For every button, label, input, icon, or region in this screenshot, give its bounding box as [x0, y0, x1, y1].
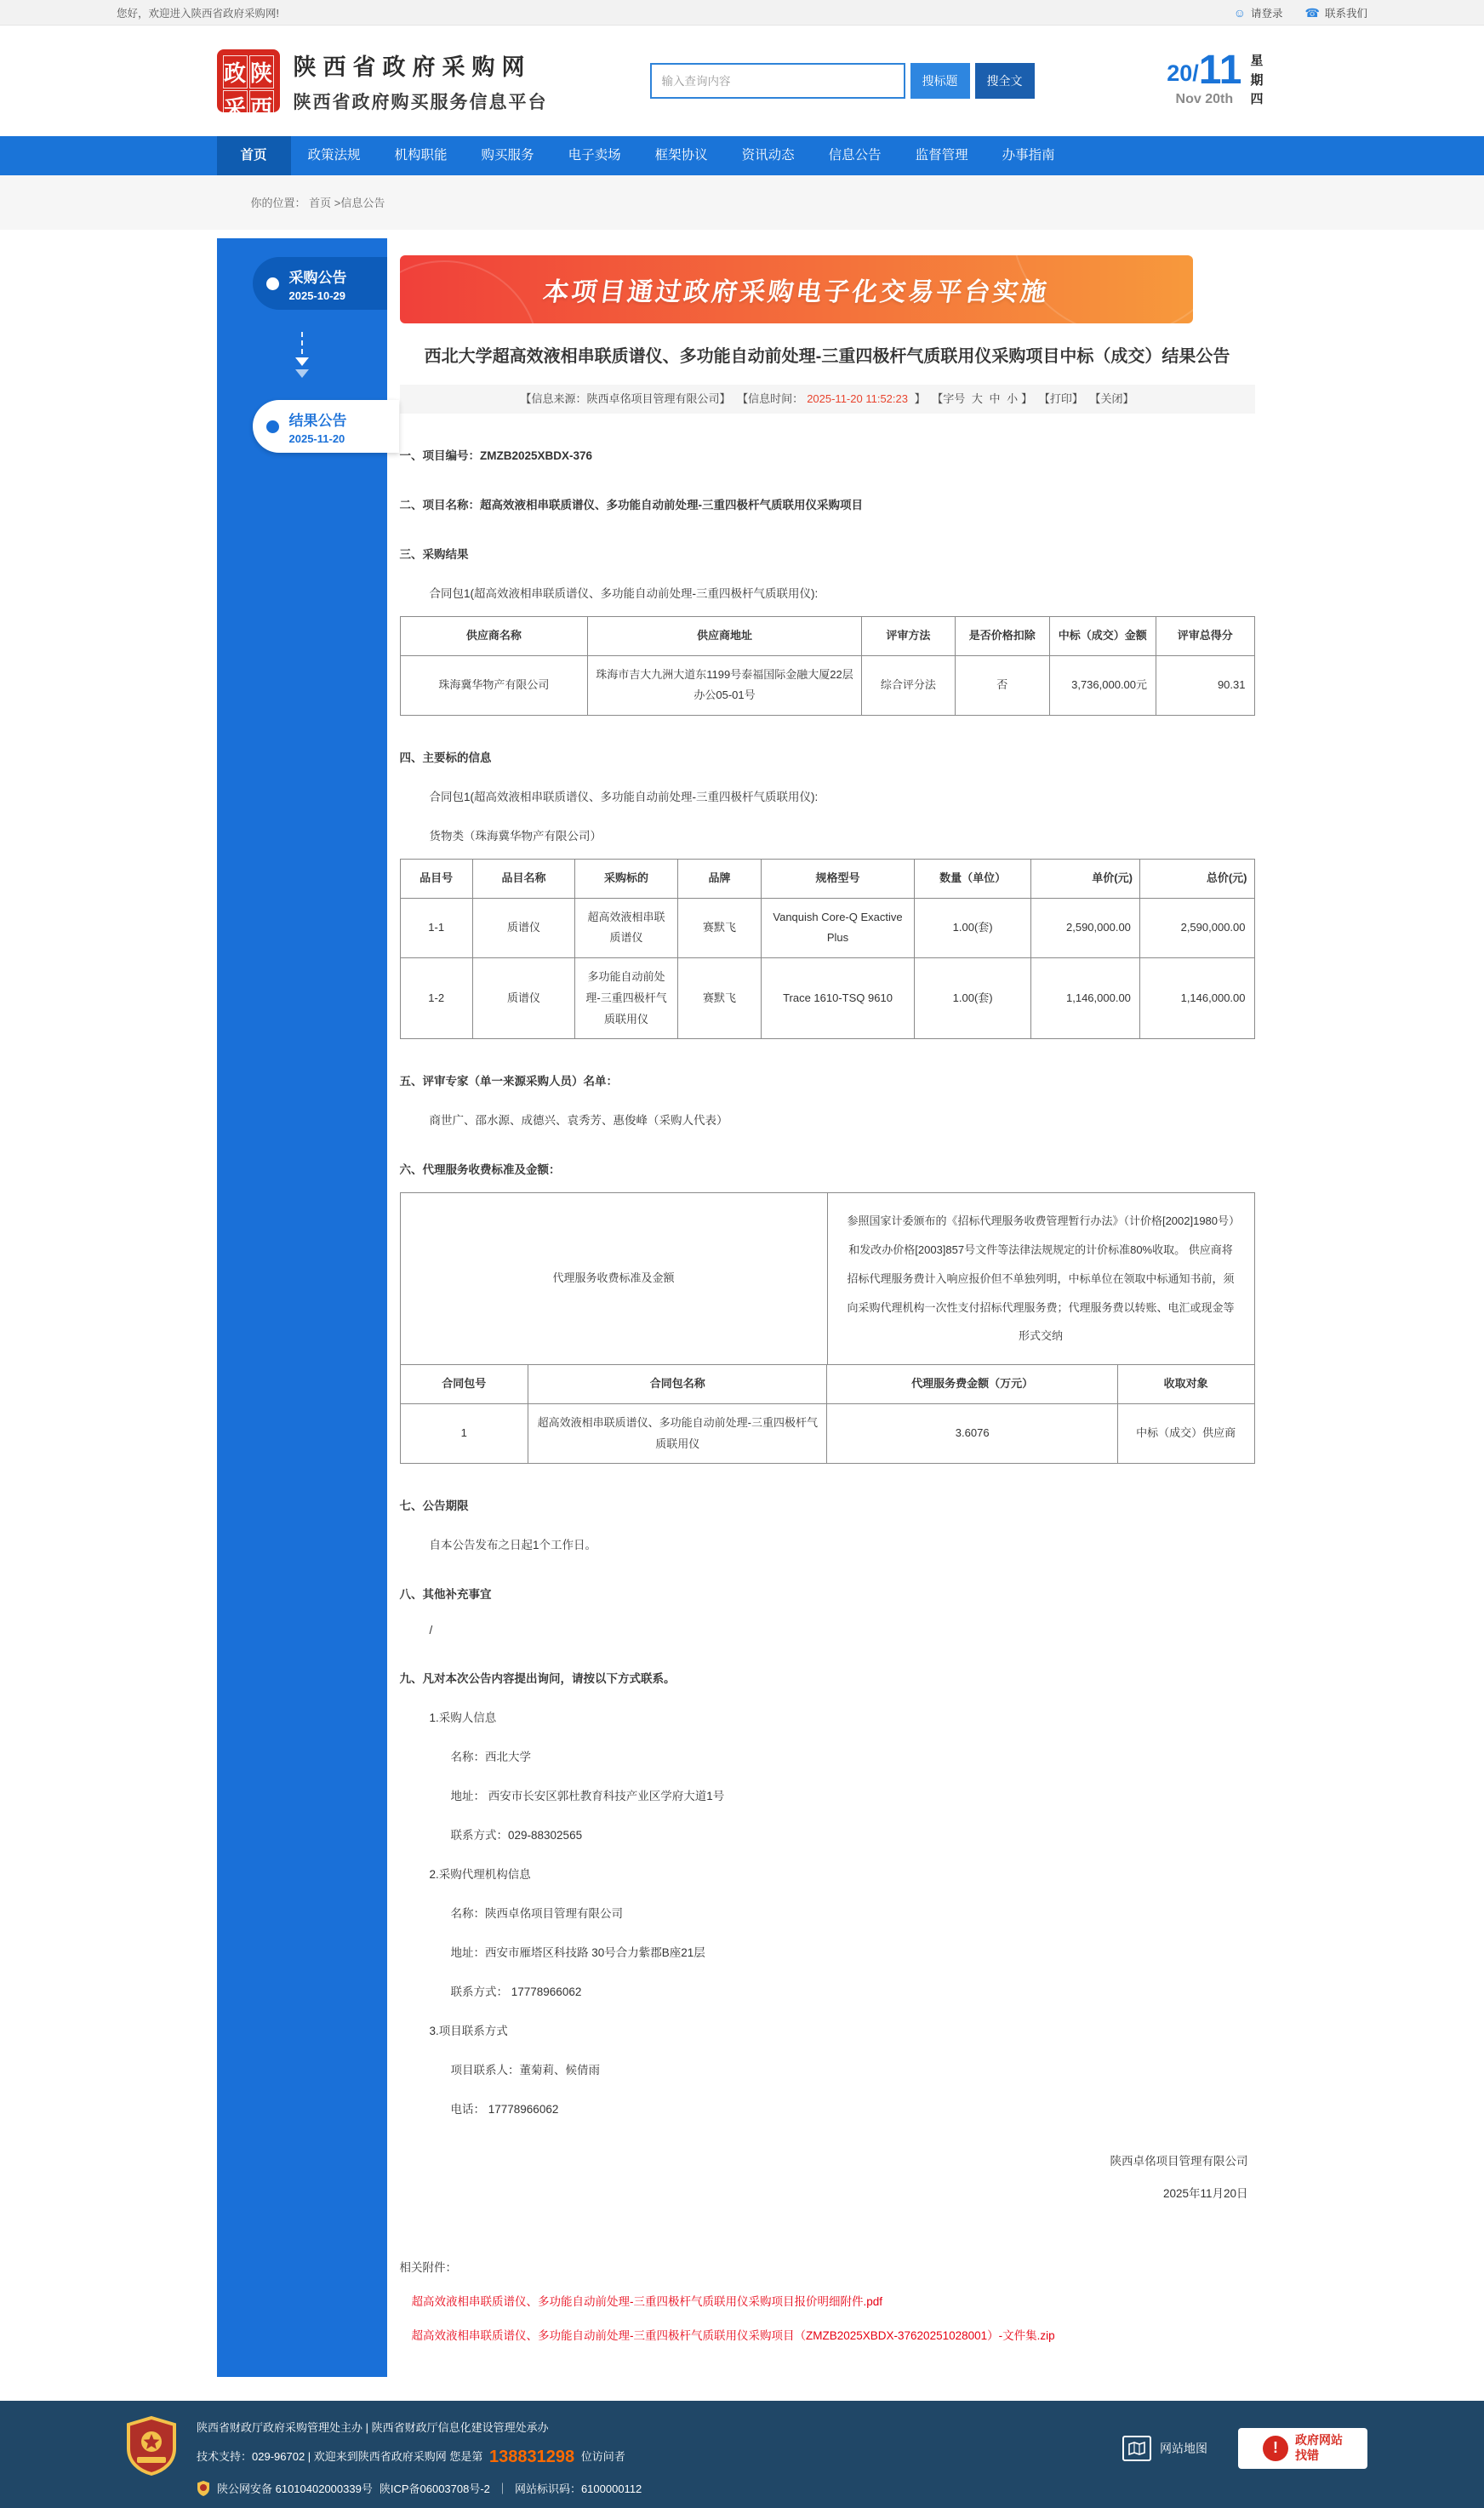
other-matters-text: / — [429, 1624, 433, 1637]
date-day: 20 — [1167, 60, 1193, 87]
top-bar — [0, 0, 1484, 26]
agency-fee-table — [400, 1192, 1255, 1365]
buyer-name: 名称：西北大学 — [450, 1751, 531, 1764]
welcome-text: 您好，欢迎进入陕西省政府采购网! — [117, 8, 279, 20]
site-logo[interactable]: 政 陕 采 西 — [217, 49, 280, 112]
info-source: 【信息来源：陕西卓佲项目管理有限公司】 — [520, 392, 731, 405]
phone-icon: ☎ — [1304, 5, 1320, 20]
nav-item-supervision[interactable]: 监督管理 — [915, 148, 968, 163]
attachment-zip-link[interactable]: 超高效液相串联质谱仪、多功能自动前处理-三重四极杆气质联用仪采购项目（ZMZB2025XBDX-37620251028001）-文件集.zip — [411, 2328, 1055, 2342]
section-notice-period: 七、公告期限 — [399, 1500, 469, 1513]
goods-category-line: 货物类（珠海冀华物产有限公司） — [429, 830, 602, 843]
project-contact-phone: 电话： 17778966062 — [450, 2103, 559, 2117]
project-contact-title: 3.项目联系方式 — [429, 2025, 508, 2038]
nav-item-home[interactable]: 首页 — [217, 136, 291, 175]
search-title-button[interactable]: 搜标题 — [910, 63, 970, 99]
signature-date: 2025年11月20日 — [1162, 2187, 1248, 2201]
police-badge-icon — [125, 2416, 178, 2476]
agency-name: 名称：陕西卓佲项目管理有限公司 — [450, 1907, 623, 1921]
print-button[interactable]: 【打印】 — [1038, 392, 1083, 405]
date-weekday: 星期四 — [1250, 54, 1264, 107]
section-agency-fee: 六、代理服务收费标准及金额： — [399, 1163, 561, 1177]
timeline-item-result-notice[interactable]: 结果公告 2025-11-20 — [253, 400, 399, 453]
article-meta-bar: 【信息来源：陕西卓佲项目管理有限公司】 【信息时间： 2025-11-20 11:52:23 】 【字号 大 中 小 】 【打印】 【关闭】 — [400, 385, 1255, 414]
nav-item-purchase-services[interactable]: 购买服务 — [481, 148, 534, 163]
timeline-dot — [266, 277, 279, 290]
project-contact-names: 项目联系人：董菊莉、候倩雨 — [450, 2064, 600, 2077]
nav-item-policies[interactable]: 政策法规 — [307, 148, 361, 163]
result-table — [400, 616, 1255, 716]
login-link[interactable]: ☺ 请登录 — [1233, 6, 1283, 20]
table-row: 1 超高效液相串联质谱仪、多功能自动前处理-三重四极杆气质联用仪 3.6076 中标（成交）供应商 — [400, 1403, 1254, 1463]
contract-package-line: 合同包1(超高效液相串联质谱仪、多功能自动前处理-三重四极杆气质联用仪): — [429, 791, 819, 804]
table-row: 1-2 质谱仪 多功能自动前处理-三重四极杆气质联用仪 赛默飞 Trace 1610-TSQ 9610 1.00(套) 1,146,000.00 1,146,000.00 — [400, 958, 1254, 1039]
section-contact: 九、凡对本次公告内容提出询问，请按以下方式联系。 — [399, 1672, 676, 1686]
agency-fee-detail-table — [400, 1364, 1255, 1464]
sitemap-link[interactable]: 网站地图 — [1122, 2436, 1207, 2461]
nav-item-announcements[interactable]: 信息公告 — [828, 148, 882, 163]
main-nav — [0, 136, 1484, 175]
footer-organizer-line: 陕西省财政厅政府采购管理处主办 | 陕西省财政厅信息化建设管理处承办 — [197, 2420, 549, 2434]
buyer-phone: 联系方式：029-88302565 — [450, 1829, 583, 1842]
contract-package-line: 合同包1(超高效液相串联质谱仪、多功能自动前处理-三重四极杆气质联用仪): — [429, 587, 819, 600]
section-review-experts: 五、评审专家（单一来源采购人员）名单： — [399, 1075, 618, 1088]
public-security-badge-icon — [197, 2481, 210, 2496]
font-size-large[interactable]: 大 — [971, 392, 983, 405]
table-row: 珠海冀华物产有限公司 珠海市吉大九洲大道东1199号泰福国际金融大厦22层办公05-01号 综合评分法 否 3,736,000.00元 90.31 — [400, 655, 1254, 715]
table-header-row: 合同包号 合同包名称 代理服务费金额（万元） 收取对象 — [400, 1365, 1254, 1404]
buyer-info-title: 1.采购人信息 — [429, 1711, 497, 1725]
expert-names: 商世广、邵水源、成德兴、袁秀芳、惠俊峰（采购人代表） — [429, 1114, 728, 1128]
beian-link[interactable]: 陕公网安备 61010402000339号 — [217, 2482, 373, 2496]
breadcrumb-home[interactable]: 首页 — [309, 197, 332, 209]
nav-item-news[interactable]: 资讯动态 — [741, 148, 795, 163]
info-time: 2025-11-20 11:52:23 — [807, 392, 908, 405]
visitor-count: 138831298 — [489, 2448, 575, 2467]
announcement-title: 西北大学超高效液相串联质谱仪、多功能自动前处理-三重四极杆气质联用仪采购项目中标（成交）结果公告 — [424, 347, 1230, 366]
search-fulltext-button[interactable]: 搜全文 — [975, 63, 1035, 99]
nav-item-e-market[interactable]: 电子卖场 — [568, 148, 621, 163]
platform-banner: 本项目通过政府采购电子化交易平台实施 — [400, 255, 1193, 323]
date-english: Nov 20th — [1175, 92, 1234, 107]
notice-period-text: 自本公告发布之日起1个工作日。 — [429, 1539, 597, 1552]
attachments-title: 相关附件： — [399, 2260, 457, 2274]
error-report-icon: ! — [1263, 2436, 1288, 2461]
site-header — [0, 26, 1484, 136]
map-icon — [1122, 2436, 1151, 2461]
user-icon: ☺ — [1233, 6, 1247, 20]
table-header-row: 供应商名称 供应商地址 评审方法 是否价格扣除 中标（成交）金额 评审总得分 — [400, 617, 1254, 656]
icp-link[interactable]: 陕ICP备06003708号-2 — [379, 2482, 490, 2496]
site-code: 网站标识码：6100000112 — [514, 2482, 642, 2496]
table-row: 代理服务收费标准及金额 参照国家计委颁布的《招标代理服务收费管理暂行办法》（计价格[2002]1980号）和发改办价格[2003]857号文件等法律法规规定的计价标准80%收取。 供应商将招标代理服务费计入响应报价但不单独列明，中标单位在领取中标通知书前，须向采购代理机构一次性支付招标代理服务费；代理服务费以转账、电汇或现金等形式交纳 — [400, 1193, 1254, 1365]
attachment-pdf-link[interactable]: 超高效液相串联质谱仪、多功能自动前处理-三重四极杆气质联用仪采购项目报价明细附件.pdf — [411, 2294, 883, 2308]
section-main-subject-info: 四、主要标的信息 — [399, 751, 492, 765]
date-month: 11 — [1198, 48, 1242, 94]
timeline-arrow-icon — [217, 332, 387, 378]
signature-block — [400, 2145, 1255, 2210]
site-footer: 陕西省财政厅政府采购管理处主办 | 陕西省财政厅信息化建设管理处承办 技术支持：029-96702 | 欢迎来到陕西省政府采购网 您是第 138831298 位访问者 陕公网安备 61010402000339号 陕ICP备06003708号-2 ｜ 网站标识码：6100000112 网站地图 ! 政府网站 找错 — [0, 2401, 1484, 2508]
font-size-small[interactable]: 小 — [1007, 392, 1019, 405]
timeline-dot — [266, 420, 279, 433]
gov-site-error-report-badge[interactable]: ! 政府网站 找错 — [1238, 2428, 1367, 2469]
site-title: 陕西省政府采购网 — [293, 54, 532, 80]
close-button[interactable]: 【关闭】 — [1089, 392, 1134, 405]
contact-link[interactable]: ☎ 联系我们 — [1304, 5, 1367, 20]
timeline-item-procurement-notice[interactable]: 采购公告 2025-10-29 — [253, 257, 387, 310]
section-project-number: 一、项目编号：ZMZB2025XBDX-376 — [399, 449, 593, 462]
agency-info-title: 2.采购代理机构信息 — [429, 1868, 531, 1882]
signature-company: 陕西卓佲项目管理有限公司 — [1110, 2155, 1248, 2168]
breadcrumb-strip — [0, 175, 1484, 230]
section-procurement-result: 三、采购结果 — [399, 548, 469, 561]
nav-item-guide[interactable]: 办事指南 — [1002, 148, 1055, 163]
breadcrumb-current[interactable]: 信息公告 — [340, 197, 385, 209]
nav-item-functions[interactable]: 机构职能 — [394, 148, 448, 163]
items-table — [400, 859, 1255, 1039]
footer-support-line: 技术支持：029-96702 | 欢迎来到陕西省政府采购网 您是第 138831298 位访问者 — [197, 2448, 625, 2467]
buyer-address: 地址： 西安市长安区郭杜教育科技产业区学府大道1号 — [450, 1790, 725, 1803]
breadcrumb: 你的位置： 首页 >信息公告 — [250, 197, 385, 209]
table-header-row: 品目号 品目名称 采购标的 品牌 规格型号 数量（单位） 单价(元) 总价(元) — [400, 860, 1254, 899]
table-row: 1-1 质谱仪 超高效液相串联质谱仪 赛默飞 Vanquish Core-Q Exactive Plus 1.00(套) 2,590,000.00 2,590,000.00 — [400, 898, 1254, 957]
article-content — [387, 238, 1268, 2377]
search-input[interactable] — [650, 63, 905, 99]
font-size-medium[interactable]: 中 — [989, 392, 1001, 405]
agency-phone: 联系方式： 17778966062 — [450, 1985, 582, 1999]
site-subtitle: 陕西省政府购买服务信息平台 — [293, 92, 548, 112]
date-widget: 20 / 11 Nov 20th 星期四 — [1167, 52, 1267, 110]
section-other-matters: 八、其他补充事宜 — [399, 1588, 492, 1602]
agency-address: 地址：西安市雁塔区科技路 30号合力紫郡B座21层 — [450, 1946, 705, 1960]
nav-item-framework[interactable]: 框架协议 — [654, 148, 708, 163]
section-project-name: 二、项目名称：超高效液相串联质谱仪、多功能自动前处理-三重四极杆气质联用仪采购项目 — [399, 499, 863, 511]
timeline-sidebar — [217, 238, 387, 2377]
